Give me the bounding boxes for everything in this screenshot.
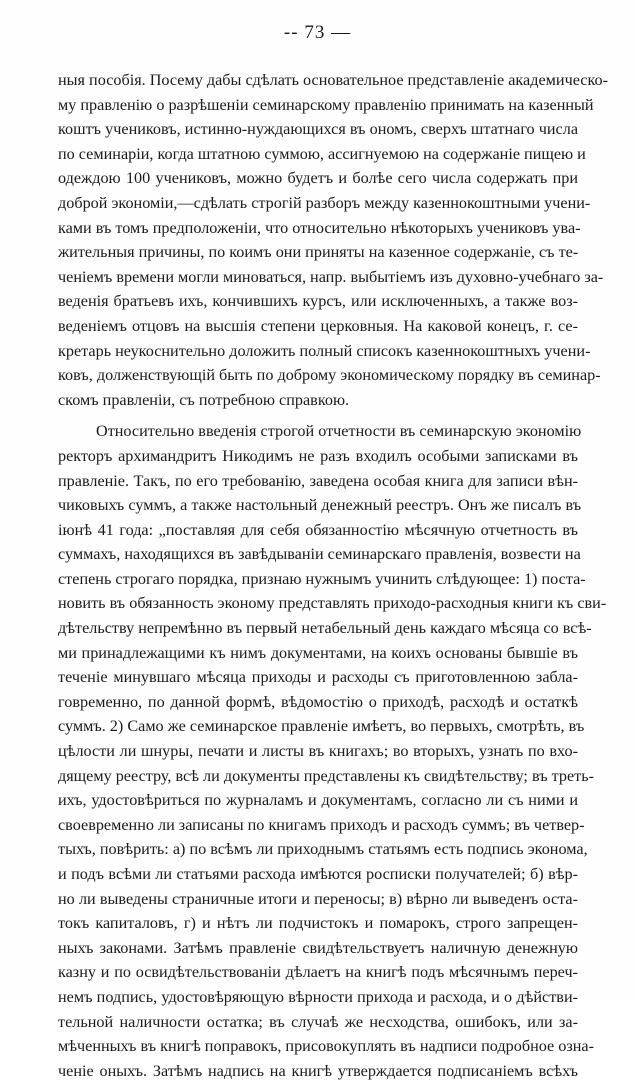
text-line: ректоръ архимандритъ Никодимъ не разъ входилъ особыми записками въ	[58, 446, 578, 465]
text-line: степень строгаго порядка, признаю нужнымъ учинить слѣдующее: 1) поста-	[58, 569, 586, 588]
text-line: ковъ, долженствующій быть по доброму экономическому порядку въ семинар-	[58, 366, 601, 385]
text-line: теченіе минувшаго мѣсяца приходы и расходы съ приготовленною забла-	[58, 668, 578, 687]
text-line: мѣченныхъ въ книгѣ поправокъ, присовокуплять въ надписи подробное озна-	[58, 1037, 594, 1056]
page-number: -- 73 —	[283, 22, 352, 43]
text-line: токъ капиталовъ, г) и нѣтъ ли подчистокъ и помарокъ, строго запрещен-	[58, 914, 578, 933]
text-line: ченіемъ времени могли миноваться, напр. выбытіемъ изъ духовно-учебнаго за-	[58, 267, 604, 286]
text-line: тыхъ, повѣрить: а) по всѣмъ ли приходнымъ статьямъ есть подпись эконома,	[58, 840, 588, 859]
text-line: новить въ обязанность эконому представлять приходо-расходныя книги къ сви-	[58, 594, 607, 613]
text-line: тельной наличности остатка; въ случаѣ же несходства, ошибокъ, или за-	[58, 1012, 578, 1031]
text-line: ныя пособія. Посему дабы сдѣлать основательное представленіе академическо-	[58, 71, 609, 89]
text-line: чиковыхъ суммъ, а также настольный денежный реестръ. Онъ же писалъ въ	[58, 496, 582, 515]
text-line: говременно, по данной формѣ, вѣдомостію о приходѣ, расходѣ и остаткѣ	[58, 692, 578, 711]
text-line: немъ подпись, удостовѣряющую вѣрности прихода и расхода, и о дѣйстви-	[58, 987, 578, 1006]
text-line: суммахъ, находящихся въ завѣдываніи семинарскаго правленія, возвести на	[58, 545, 581, 564]
text-line: дящему реестру, всѣ ли документы представлены къ свидѣтельству; въ треть-	[58, 766, 595, 785]
text-line: веденіемъ отцовъ на высшія степени церковныя. На каковой конецъ, г. се-	[58, 316, 578, 335]
text-line: іюнѣ 41 года: „поставляя для себя обязанностію мѣсячную отчетность въ	[58, 520, 578, 539]
text-line: Относительно введенія строгой отчетности въ семинарскую экономію	[96, 422, 582, 441]
body-text	[58, 68, 609, 1083]
text-line: ми принадлежащими къ нимъ документами, на коихъ основаны бывшіе въ	[58, 643, 578, 662]
text-line: доброй экономіи,—сдѣлать строгій разборъ между казеннокоштными учени-	[58, 193, 591, 212]
text-line: и подъ всѣми ли статьями расхода имѣются росписки получателей; б) вѣр-	[58, 865, 578, 883]
text-line: суммъ. 2) Само же семинарское правленіе имѣетъ, во первыхъ, смотрѣть, въ	[58, 717, 585, 736]
text-line: своевременно ли записаны по книгамъ приходъ и расходъ суммъ; въ четвер-	[58, 815, 585, 834]
paragraph-gap	[58, 412, 578, 419]
text-line: одеждою 100 учениковъ, можно будетъ и болѣе сего числа содержать при	[58, 169, 578, 188]
text-line: кретарь неукоснительно доложить полный списокъ казеннокоштныхъ учени-	[58, 341, 591, 360]
text-line: казну и по освидѣтельствованіи дѣлаетъ на книгѣ подъ мѣсячнымъ переч-	[58, 963, 578, 982]
text-line: скомъ правленіи, съ потребною справкою.	[58, 390, 350, 409]
text-line: ихъ, удостовѣриться по журналамъ и документамъ, согласно ли съ ними и	[58, 791, 578, 810]
text-line: ченіе оныхъ. Затѣмъ надпись на книгѣ утверждается подписаніемъ всѣхъ	[58, 1061, 578, 1080]
text-line: ками въ томъ предположеніи, что относительно нѣкоторыхъ учениковъ ува-	[58, 218, 581, 237]
text-line: коштъ учениковъ, истинно-нуждающихся въ ономъ, сверхъ штатнаго числа	[58, 120, 578, 139]
text-line: цѣлости ли шнуры, печати и листы въ книгахъ; во вторыхъ, узнать по вхо-	[58, 742, 578, 761]
text-line: жительныя причины, по коимъ они приняты на казенное содержаніе, съ те-	[58, 243, 579, 262]
text-line: но ли выведены страничные итоги и переносы; в) вѣрно ли выведенъ оста-	[58, 889, 578, 908]
paragraph-1	[58, 68, 609, 412]
text-line: му правленію о разрѣшеніи семинарскому правленію принимать на казенный	[58, 95, 594, 114]
text-line: дѣтельству непремѣнно въ первый нетабельный день каждаго мѣсяца со всѣ-	[58, 619, 592, 638]
text-line: правленіе. Такъ, по его требованію, заведена особая книга для записи вѣн-	[58, 471, 578, 490]
paragraph-2	[58, 419, 607, 1083]
text-line: веденія братьевъ ихъ, кончившихъ курсъ, или исключенныхъ, а также воз-	[58, 292, 578, 311]
text-line: по семинаріи, когда штатною суммою, ассигнуемою на содержаніе пищею и	[58, 144, 586, 163]
text-line: ныхъ законами. Затѣмъ правленіе свидѣтельствуетъ наличную денежную	[58, 938, 578, 957]
